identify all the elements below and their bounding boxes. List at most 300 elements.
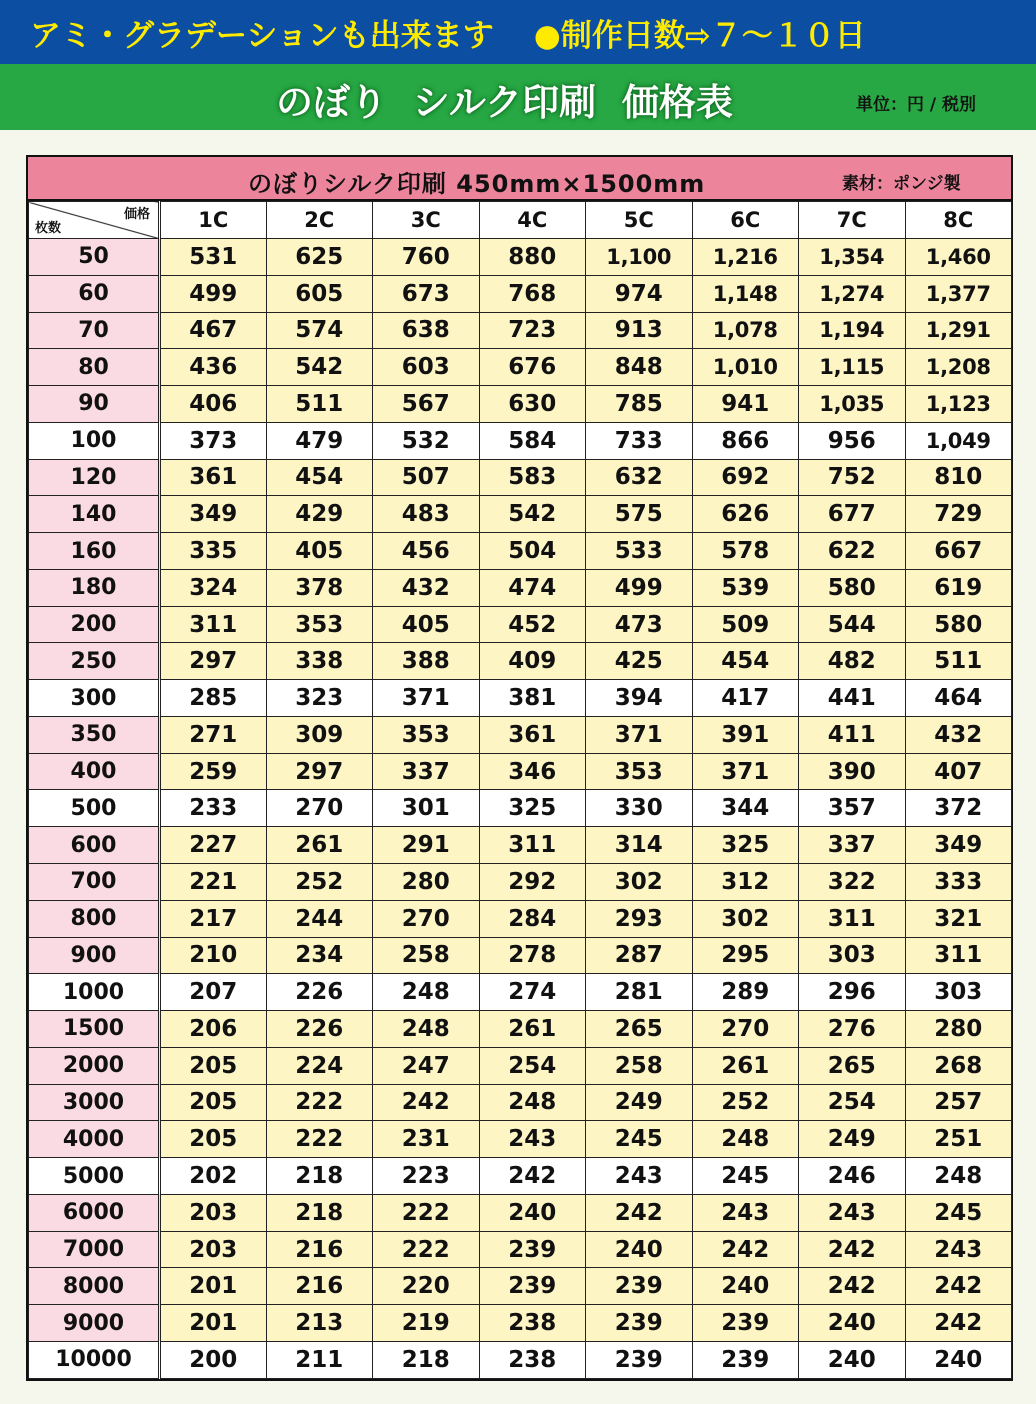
price-cell: 667 — [905, 533, 1012, 570]
corner-qty-label: 枚数 — [35, 221, 62, 236]
table-row — [29, 1158, 1012, 1195]
price-cell: 544 — [799, 606, 906, 643]
table-caption — [28, 157, 1011, 201]
column-header-7c: 7C — [799, 202, 906, 239]
price-cell: 254 — [799, 1084, 906, 1121]
price-cell: 507 — [373, 459, 480, 496]
quantity-cell: 300 — [29, 680, 160, 717]
price-cell: 729 — [905, 496, 1012, 533]
quantity-cell: 60 — [29, 275, 160, 312]
price-cell: 271 — [160, 716, 267, 753]
table-row — [29, 386, 1012, 423]
price-cell: 626 — [692, 496, 799, 533]
price-cell: 752 — [799, 459, 906, 496]
price-cell: 249 — [586, 1084, 693, 1121]
price-cell: 325 — [692, 827, 799, 864]
price-cell: 338 — [266, 643, 373, 680]
price-grid — [28, 201, 1012, 1379]
price-cell: 247 — [373, 1047, 480, 1084]
price-cell: 436 — [160, 349, 267, 386]
price-cell: 335 — [160, 533, 267, 570]
price-cell: 1,078 — [692, 312, 799, 349]
table-row — [29, 1305, 1012, 1342]
price-cell: 357 — [799, 790, 906, 827]
price-cell: 913 — [586, 312, 693, 349]
price-cell: 207 — [160, 974, 267, 1011]
price-cell: 302 — [586, 864, 693, 901]
price-cell: 303 — [799, 937, 906, 974]
price-cell: 474 — [479, 569, 586, 606]
column-header-1c: 1C — [160, 202, 267, 239]
price-cell: 240 — [799, 1341, 906, 1378]
price-cell: 242 — [799, 1268, 906, 1305]
price-cell: 324 — [160, 569, 267, 606]
price-cell: 297 — [160, 643, 267, 680]
price-cell: 723 — [479, 312, 586, 349]
table-row — [29, 459, 1012, 496]
price-cell: 378 — [266, 569, 373, 606]
quantity-cell: 700 — [29, 864, 160, 901]
price-cell: 224 — [266, 1047, 373, 1084]
table-row — [29, 974, 1012, 1011]
column-header-3c: 3C — [373, 202, 480, 239]
price-cell: 239 — [479, 1231, 586, 1268]
title-bar — [0, 64, 1036, 130]
price-cell: 504 — [479, 533, 586, 570]
table-row — [29, 312, 1012, 349]
price-cell: 1,291 — [905, 312, 1012, 349]
price-cell: 296 — [799, 974, 906, 1011]
price-cell: 532 — [373, 422, 480, 459]
price-cell: 405 — [266, 533, 373, 570]
price-cell: 785 — [586, 386, 693, 423]
quantity-cell: 250 — [29, 643, 160, 680]
price-cell: 242 — [373, 1084, 480, 1121]
page-title: のぼり シルク印刷 価格表 — [276, 81, 733, 124]
price-cell: 429 — [266, 496, 373, 533]
price-cell: 265 — [586, 1011, 693, 1048]
price-cell: 274 — [479, 974, 586, 1011]
price-cell: 248 — [373, 974, 480, 1011]
price-cell: 542 — [266, 349, 373, 386]
price-cell: 301 — [373, 790, 480, 827]
table-row — [29, 1231, 1012, 1268]
table-row — [29, 937, 1012, 974]
table-row — [29, 275, 1012, 312]
price-cell: 432 — [905, 716, 1012, 753]
price-cell: 259 — [160, 753, 267, 790]
price-cell: 222 — [266, 1084, 373, 1121]
price-cell: 390 — [799, 753, 906, 790]
price-cell: 941 — [692, 386, 799, 423]
price-cell: 289 — [692, 974, 799, 1011]
quantity-cell: 160 — [29, 533, 160, 570]
price-cell: 580 — [799, 569, 906, 606]
price-cell: 242 — [586, 1194, 693, 1231]
production-days-text: ●制作日数⇨７～１０日 — [533, 17, 866, 54]
price-cell: 239 — [479, 1268, 586, 1305]
table-caption-title: のぼりシルク印刷 450mm×1500mm — [248, 170, 706, 198]
table-row — [29, 864, 1012, 901]
price-cell: 454 — [266, 459, 373, 496]
price-cell: 216 — [266, 1268, 373, 1305]
price-cell: 219 — [373, 1305, 480, 1342]
price-cell: 240 — [586, 1231, 693, 1268]
price-cell: 848 — [586, 349, 693, 386]
price-cell: 292 — [479, 864, 586, 901]
price-cell: 473 — [586, 606, 693, 643]
price-cell: 346 — [479, 753, 586, 790]
price-cell: 1,377 — [905, 275, 1012, 312]
price-cell: 312 — [692, 864, 799, 901]
price-cell: 603 — [373, 349, 480, 386]
price-cell: 511 — [905, 643, 1012, 680]
price-cell: 217 — [160, 900, 267, 937]
price-cell: 673 — [373, 275, 480, 312]
price-cell: 276 — [799, 1011, 906, 1048]
price-cell: 218 — [373, 1341, 480, 1378]
price-cell: 349 — [160, 496, 267, 533]
quantity-cell: 10000 — [29, 1341, 160, 1378]
price-cell: 467 — [160, 312, 267, 349]
price-cell: 239 — [692, 1305, 799, 1342]
price-cell: 251 — [905, 1121, 1012, 1158]
price-cell: 297 — [266, 753, 373, 790]
price-cell: 575 — [586, 496, 693, 533]
price-cell: 243 — [692, 1194, 799, 1231]
table-row — [29, 606, 1012, 643]
price-cell: 1,100 — [586, 239, 693, 276]
price-cell: 676 — [479, 349, 586, 386]
table-row — [29, 1341, 1012, 1378]
price-cell: 239 — [692, 1341, 799, 1378]
quantity-cell: 180 — [29, 569, 160, 606]
quantity-cell: 350 — [29, 716, 160, 753]
table-row — [29, 643, 1012, 680]
quantity-cell: 500 — [29, 790, 160, 827]
price-cell: 239 — [586, 1341, 693, 1378]
price-cell: 201 — [160, 1268, 267, 1305]
table-row — [29, 753, 1012, 790]
price-cell: 394 — [586, 680, 693, 717]
column-header-5c: 5C — [586, 202, 693, 239]
column-header-4c: 4C — [479, 202, 586, 239]
price-cell: 499 — [586, 569, 693, 606]
price-cell: 1,354 — [799, 239, 906, 276]
price-cell: 1,274 — [799, 275, 906, 312]
price-cell: 238 — [479, 1305, 586, 1342]
price-cell: 270 — [692, 1011, 799, 1048]
table-row — [29, 569, 1012, 606]
price-cell: 499 — [160, 275, 267, 312]
price-cell: 456 — [373, 533, 480, 570]
price-cell: 322 — [799, 864, 906, 901]
price-cell: 284 — [479, 900, 586, 937]
quantity-cell: 600 — [29, 827, 160, 864]
price-cell: 233 — [160, 790, 267, 827]
table-row — [29, 1121, 1012, 1158]
price-cell: 388 — [373, 643, 480, 680]
price-cell: 261 — [266, 827, 373, 864]
quantity-cell: 80 — [29, 349, 160, 386]
price-cell: 223 — [373, 1158, 480, 1195]
price-cell: 287 — [586, 937, 693, 974]
price-cell: 692 — [692, 459, 799, 496]
price-cell: 203 — [160, 1231, 267, 1268]
price-cell: 373 — [160, 422, 267, 459]
price-cell: 330 — [586, 790, 693, 827]
price-cell: 239 — [586, 1268, 693, 1305]
price-cell: 622 — [799, 533, 906, 570]
quantity-cell: 100 — [29, 422, 160, 459]
price-cell: 254 — [479, 1047, 586, 1084]
price-cell: 1,123 — [905, 386, 1012, 423]
price-cell: 361 — [160, 459, 267, 496]
column-header-6c: 6C — [692, 202, 799, 239]
price-cell: 303 — [905, 974, 1012, 1011]
price-cell: 270 — [266, 790, 373, 827]
price-cell: 218 — [266, 1194, 373, 1231]
price-cell: 309 — [266, 716, 373, 753]
price-cell: 344 — [692, 790, 799, 827]
price-cell: 407 — [905, 753, 1012, 790]
price-cell: 242 — [905, 1268, 1012, 1305]
price-cell: 201 — [160, 1305, 267, 1342]
price-cell: 280 — [373, 864, 480, 901]
price-cell: 452 — [479, 606, 586, 643]
price-cell: 311 — [799, 900, 906, 937]
price-cell: 349 — [905, 827, 1012, 864]
quantity-cell: 2000 — [29, 1047, 160, 1084]
price-cell: 880 — [479, 239, 586, 276]
price-cell: 533 — [586, 533, 693, 570]
quantity-cell: 7000 — [29, 1231, 160, 1268]
price-cell: 258 — [586, 1047, 693, 1084]
price-cell: 956 — [799, 422, 906, 459]
price-cell: 270 — [373, 900, 480, 937]
price-cell: 302 — [692, 900, 799, 937]
price-cell: 242 — [799, 1231, 906, 1268]
price-cell: 258 — [373, 937, 480, 974]
price-cell: 353 — [266, 606, 373, 643]
price-cell: 311 — [479, 827, 586, 864]
price-cell: 768 — [479, 275, 586, 312]
price-cell: 218 — [266, 1158, 373, 1195]
price-cell: 239 — [586, 1305, 693, 1342]
price-cell: 265 — [799, 1047, 906, 1084]
price-cell: 325 — [479, 790, 586, 827]
price-cell: 227 — [160, 827, 267, 864]
price-cell: 240 — [479, 1194, 586, 1231]
price-cell: 405 — [373, 606, 480, 643]
price-cell: 249 — [799, 1121, 906, 1158]
quantity-cell: 120 — [29, 459, 160, 496]
corner-header — [29, 202, 160, 239]
price-cell: 760 — [373, 239, 480, 276]
table-row — [29, 533, 1012, 570]
price-cell: 425 — [586, 643, 693, 680]
quantity-cell: 3000 — [29, 1084, 160, 1121]
quantity-cell: 90 — [29, 386, 160, 423]
price-cell: 574 — [266, 312, 373, 349]
quantity-cell: 9000 — [29, 1305, 160, 1342]
price-cell: 638 — [373, 312, 480, 349]
quantity-cell: 900 — [29, 937, 160, 974]
price-cell: 1,216 — [692, 239, 799, 276]
price-cell: 248 — [692, 1121, 799, 1158]
table-row — [29, 900, 1012, 937]
table-row — [29, 1047, 1012, 1084]
quantity-cell: 400 — [29, 753, 160, 790]
price-cell: 381 — [479, 680, 586, 717]
price-cell: 202 — [160, 1158, 267, 1195]
price-cell: 226 — [266, 974, 373, 1011]
price-cell: 206 — [160, 1011, 267, 1048]
price-cell: 1,460 — [905, 239, 1012, 276]
price-cell: 337 — [373, 753, 480, 790]
price-cell: 1,049 — [905, 422, 1012, 459]
table-row — [29, 1011, 1012, 1048]
price-cell: 866 — [692, 422, 799, 459]
column-header-8c: 8C — [905, 202, 1012, 239]
price-cell: 810 — [905, 459, 1012, 496]
price-cell: 509 — [692, 606, 799, 643]
quantity-cell: 140 — [29, 496, 160, 533]
price-cell: 240 — [692, 1268, 799, 1305]
price-cell: 242 — [479, 1158, 586, 1195]
price-cell: 210 — [160, 937, 267, 974]
price-cell: 542 — [479, 496, 586, 533]
price-cell: 240 — [799, 1305, 906, 1342]
price-cell: 281 — [586, 974, 693, 1011]
price-cell: 200 — [160, 1341, 267, 1378]
price-cell: 353 — [373, 716, 480, 753]
price-cell: 242 — [692, 1231, 799, 1268]
price-cell: 240 — [905, 1341, 1012, 1378]
price-cell: 242 — [905, 1305, 1012, 1342]
price-cell: 1,115 — [799, 349, 906, 386]
price-cell: 211 — [266, 1341, 373, 1378]
price-cell: 353 — [586, 753, 693, 790]
table-row — [29, 349, 1012, 386]
price-cell: 205 — [160, 1084, 267, 1121]
table-row — [29, 1194, 1012, 1231]
table-row — [29, 827, 1012, 864]
price-cell: 222 — [373, 1231, 480, 1268]
price-cell: 632 — [586, 459, 693, 496]
price-cell: 539 — [692, 569, 799, 606]
price-cell: 630 — [479, 386, 586, 423]
quantity-cell: 5000 — [29, 1158, 160, 1195]
price-cell: 248 — [479, 1084, 586, 1121]
price-cell: 583 — [479, 459, 586, 496]
price-cell: 205 — [160, 1121, 267, 1158]
price-cell: 1,208 — [905, 349, 1012, 386]
price-cell: 245 — [692, 1158, 799, 1195]
table-row — [29, 239, 1012, 276]
quantity-cell: 1000 — [29, 974, 160, 1011]
price-cell: 409 — [479, 643, 586, 680]
price-cell: 441 — [799, 680, 906, 717]
quantity-cell: 1500 — [29, 1011, 160, 1048]
price-cell: 248 — [905, 1158, 1012, 1195]
price-cell: 278 — [479, 937, 586, 974]
price-cell: 417 — [692, 680, 799, 717]
price-cell: 243 — [799, 1194, 906, 1231]
price-cell: 293 — [586, 900, 693, 937]
table-row — [29, 680, 1012, 717]
price-cell: 733 — [586, 422, 693, 459]
price-cell: 295 — [692, 937, 799, 974]
price-cell: 584 — [479, 422, 586, 459]
price-cell: 511 — [266, 386, 373, 423]
price-cell: 243 — [586, 1158, 693, 1195]
table-row — [29, 496, 1012, 533]
price-cell: 619 — [905, 569, 1012, 606]
price-cell: 677 — [799, 496, 906, 533]
price-cell: 1,148 — [692, 275, 799, 312]
quantity-cell: 800 — [29, 900, 160, 937]
price-cell: 314 — [586, 827, 693, 864]
table-row — [29, 790, 1012, 827]
quantity-cell: 50 — [29, 239, 160, 276]
price-cell: 311 — [160, 606, 267, 643]
price-cell: 1,194 — [799, 312, 906, 349]
price-cell: 220 — [373, 1268, 480, 1305]
price-cell: 213 — [266, 1305, 373, 1342]
price-cell: 605 — [266, 275, 373, 312]
price-cell: 361 — [479, 716, 586, 753]
price-cell: 252 — [266, 864, 373, 901]
price-cell: 261 — [692, 1047, 799, 1084]
price-cell: 243 — [905, 1231, 1012, 1268]
price-cell: 252 — [692, 1084, 799, 1121]
price-cell: 974 — [586, 275, 693, 312]
price-cell: 371 — [586, 716, 693, 753]
price-cell: 261 — [479, 1011, 586, 1048]
table-row — [29, 1268, 1012, 1305]
price-cell: 337 — [799, 827, 906, 864]
price-cell: 1,035 — [799, 386, 906, 423]
price-cell: 246 — [799, 1158, 906, 1195]
corner-price-label: 価格 — [123, 207, 150, 222]
price-cell: 479 — [266, 422, 373, 459]
quantity-cell: 4000 — [29, 1121, 160, 1158]
price-cell: 268 — [905, 1047, 1012, 1084]
price-cell: 371 — [373, 680, 480, 717]
price-cell: 432 — [373, 569, 480, 606]
price-grid-body — [29, 239, 1012, 1379]
price-cell: 1,010 — [692, 349, 799, 386]
quantity-cell: 8000 — [29, 1268, 160, 1305]
price-cell: 257 — [905, 1084, 1012, 1121]
price-cell: 245 — [905, 1194, 1012, 1231]
price-cell: 222 — [266, 1121, 373, 1158]
price-cell: 248 — [373, 1011, 480, 1048]
price-cell: 216 — [266, 1231, 373, 1268]
price-cell: 411 — [799, 716, 906, 753]
banner-lead-text: アミ・グラデーションも出来ます — [30, 17, 494, 54]
price-cell: 464 — [905, 680, 1012, 717]
price-cell: 483 — [373, 496, 480, 533]
price-cell: 238 — [479, 1341, 586, 1378]
price-cell: 280 — [905, 1011, 1012, 1048]
price-cell: 454 — [692, 643, 799, 680]
quantity-cell: 6000 — [29, 1194, 160, 1231]
quantity-cell: 200 — [29, 606, 160, 643]
price-cell: 245 — [586, 1121, 693, 1158]
price-cell: 567 — [373, 386, 480, 423]
